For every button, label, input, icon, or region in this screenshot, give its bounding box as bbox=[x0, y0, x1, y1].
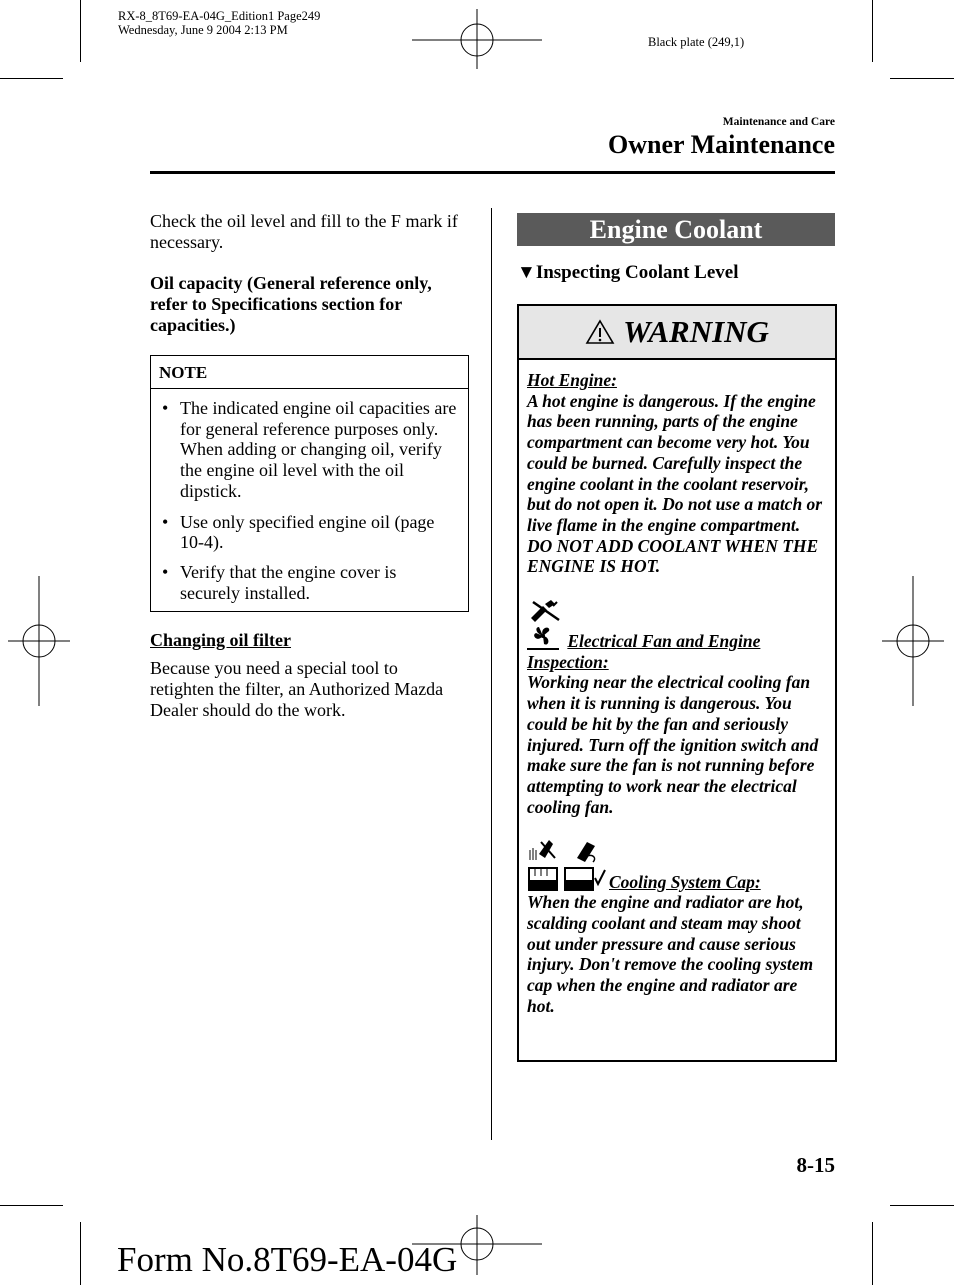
page-title: Owner Maintenance bbox=[608, 130, 835, 159]
fan-title: Electrical Fan and Engine Inspection: bbox=[527, 631, 761, 672]
warning-triangle-icon bbox=[585, 319, 615, 345]
hot-engine-text: A hot engine is dangerous. If the engine has been running, parts of the engine compartment can become very hot. You could be burned. Carefully inspect the engine coolant in the coolant reservoir, but do not open it. Do not use a match or live flame in the engine compartment. DO NOT ADD COOLANT WHEN THE ENGINE IS HOT. bbox=[527, 390, 823, 577]
page-number: 8-15 bbox=[796, 1153, 835, 1177]
print-date-line: Wednesday, June 9 2004 2:13 PM bbox=[118, 23, 288, 37]
no-hands-icon bbox=[527, 598, 563, 624]
crop-mark bbox=[890, 78, 954, 79]
cooling-cap-text: When the engine and radiator are hot, scalding coolant and steam may shoot out under pressure and cause serious injury. Don't remove the cooling system cap when the engine and radiator are hot. bbox=[527, 892, 814, 1016]
hot-reservoir-icon bbox=[527, 838, 559, 892]
crop-mark bbox=[872, 0, 873, 62]
list-item: • The indicated engine oil capacities are for general reference purposes only. When adding or changing oil, verify the engine oil level with the oil dipstick. bbox=[162, 398, 457, 501]
note-list bbox=[151, 398, 468, 603]
cap-removal-icon bbox=[563, 838, 607, 892]
crop-mark bbox=[80, 1222, 81, 1285]
print-plate: Black plate (249,1) bbox=[648, 35, 745, 49]
oil-capacity-heading: Oil capacity (General reference only, refer to Specifications section for capacities.) bbox=[150, 273, 432, 335]
inspecting-coolant-heading: ▼Inspecting Coolant Level bbox=[517, 262, 739, 283]
list-item: • Use only specified engine oil (page 10-4). bbox=[162, 511, 435, 553]
triangle-down-icon: ▼ bbox=[517, 262, 536, 283]
warning-title: WARNING bbox=[623, 314, 769, 349]
header-rule bbox=[150, 171, 835, 174]
list-item: • Verify that the engine cover is securely installed. bbox=[162, 561, 397, 603]
fan-text: Working near the electrical cooling fan when it is running is dangerous. You could be hit by the fan and seriously injured. Turn off the ignition switch and make sure the fan is not running before attempting to work near the electrical cooling fan. bbox=[527, 672, 819, 817]
fan-icon bbox=[527, 625, 559, 651]
engine-coolant-banner: Engine Coolant bbox=[517, 213, 835, 246]
registration-target-icon bbox=[412, 9, 542, 69]
bullet-icon: • bbox=[162, 511, 169, 532]
crop-mark bbox=[0, 78, 63, 79]
bullet-icon: • bbox=[162, 398, 169, 418]
warning-header bbox=[519, 306, 835, 360]
oil-level-intro: Check the oil level and fill to the F mark if necessary. bbox=[150, 211, 458, 252]
cooling-cap-title: Cooling System Cap: bbox=[609, 871, 761, 892]
crop-mark bbox=[890, 1205, 954, 1206]
oil-filter-text: Because you need a special tool to retighten the filter, an Authorized Mazda Dealer should do the work. bbox=[150, 658, 444, 720]
section-small-label: Maintenance and Care bbox=[722, 116, 835, 128]
warning-body bbox=[519, 360, 835, 1017]
crop-mark bbox=[0, 1205, 63, 1206]
cooling-cap-icon-row bbox=[527, 838, 827, 892]
crop-mark bbox=[80, 0, 81, 62]
bullet-icon: • bbox=[162, 561, 169, 582]
warning-box bbox=[517, 304, 837, 1062]
crop-mark bbox=[872, 1222, 873, 1285]
registration-target-icon bbox=[8, 576, 70, 706]
column-divider bbox=[491, 208, 492, 1140]
hot-engine-title: Hot Engine: bbox=[527, 370, 617, 390]
registration-target-icon bbox=[882, 576, 944, 706]
form-number: Form No.8T69-EA-04G bbox=[117, 1240, 458, 1279]
oil-filter-heading: Changing oil filter bbox=[150, 630, 292, 650]
print-file-line: RX-8_8T69-EA-04G_Edition1 Page249 bbox=[118, 9, 321, 23]
note-box bbox=[150, 355, 469, 612]
note-title: NOTE bbox=[151, 356, 468, 389]
